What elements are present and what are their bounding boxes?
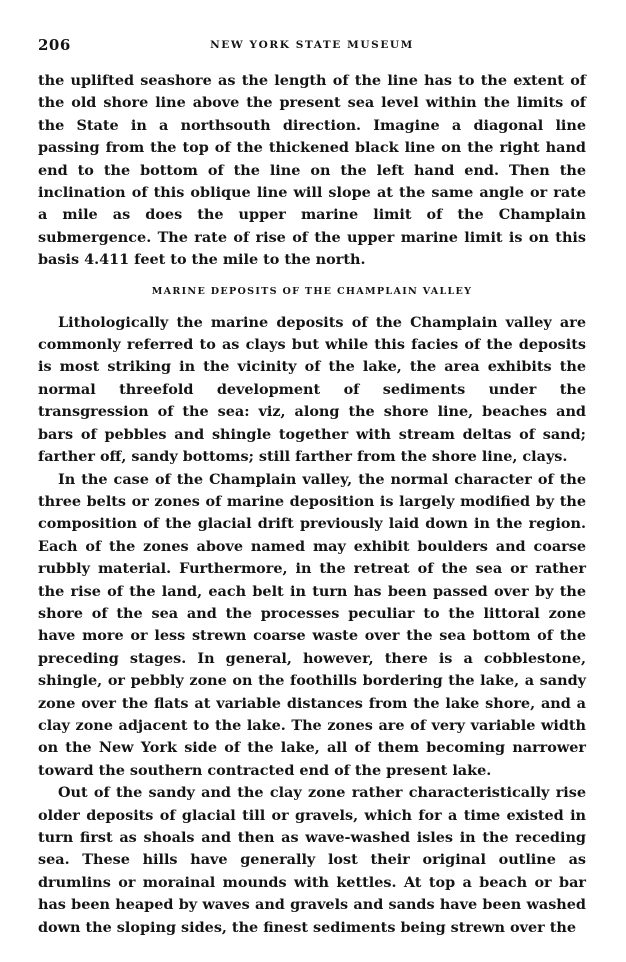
paragraph-continued: the uplifted seashore as the length of the line has to the extent of the old shore line above the present sea level within the limits of the State in a northsouth direction. Imagine a diagonal line passing from the top of the thickened black line on the right hand end to the bottom of the line on the left hand end. Then the inclination of this oblique line will slope at the same angle or rate a mile as does the upper marine limit of the Champlain submergence. The rate of rise of the upper marine limit is on this basis 4.411 feet to the mile to the north. xyxy=(38,72,586,269)
body-text xyxy=(38,70,586,939)
paragraph-older-deposits: Out of the sandy and the clay zone rather characteristically rise older deposits of glacial till or gravels, which for a time existed in turn first as shoals and then as wave-washed isles in the receding sea. These hills have generally lost their original outline as drumlins or morainal mounds with kettles. At top a beach or bar has been heaped by waves and gravels and sands have been washed down the sloping sides, the finest sediments being strewn over the xyxy=(38,784,586,936)
running-head-title: NEW YORK STATE MUSEUM xyxy=(210,39,414,51)
section-heading: MARINE DEPOSITS OF THE CHAMPLAIN VALLEY xyxy=(151,285,473,297)
page-number: 206 xyxy=(38,36,71,54)
paragraph-zones: In the case of the Champlain valley, the normal character of the three belts or zones of marine deposition is largely modified by the composition of the glacial drift previously laid down in the region. Each of the zones above named may exhibit boulders and coarse rubbly material. Furthermore, in the retreat of the sea or rather the rise of the land, each belt in turn has been passed over by the shore of the sea and the processes peculiar to the littoral zone have more or less strewn coarse waste over the sea bottom of the preceding stages. In general, however, there is a cobblestone, shingle, or pebbly zone on the foothills bordering the lake, a sandy zone over the flats at variable distances from the lake shore, and a clay zone adjacent to the lake. The zones are of very variable width on the New York side of the lake, all of them becoming narrower toward the southern contracted end of the present lake. xyxy=(38,470,586,779)
paragraph-lithology: Lithologically the marine deposits of the Champlain valley are commonly referred to as clays but while this facies of the deposits is most striking in the vicinity of the lake, the area exhibits the normal threefold development of sediments under the transgression of the sea: viz, along the shore line, beaches and bars of pebbles and shingle together with stream deltas of sand; farther off, sandy bottoms; still farther from the shore line, clays. xyxy=(38,313,586,466)
running-head xyxy=(38,36,586,56)
